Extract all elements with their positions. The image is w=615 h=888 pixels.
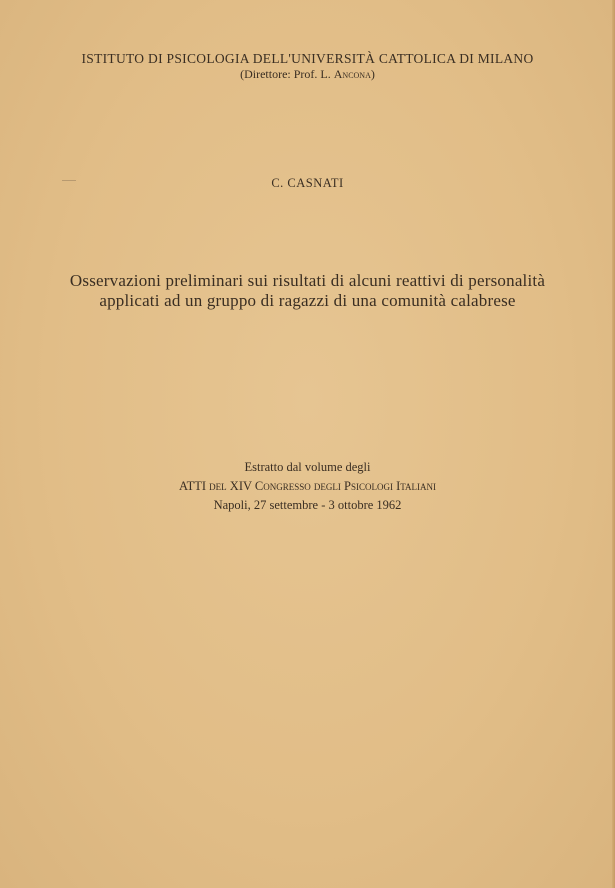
extract-info [0,458,615,515]
title-line-2: applicati ad un gruppo di ragazzi di una comunità calabrese [99,291,516,310]
document-title [0,271,615,311]
institute-name: ISTITUTO DI PSICOLOGIA DELL'UNIVERSITÀ CATTOLICA DI MILANO [81,51,534,66]
director-prefix: (Direttore: Prof. L. [240,67,334,81]
director-line [0,67,615,82]
extract-congress: del XIV Congresso degli Psicologi Italiani [209,479,437,493]
extract-line-1: Estratto dal volume degli [244,460,371,474]
extract-line-2 [0,477,615,496]
extract-atti: ATTI [178,479,210,493]
title-line-1: Osservazioni preliminari sui risultati di alcuni reattivi di personalità [69,271,546,290]
director-name: Ancona [333,67,371,81]
institution-header [0,50,615,82]
director-suffix: ) [370,67,375,81]
extract-line-3: Napoli, 27 settembre - 3 ottobre 1962 [213,498,402,512]
author-name: C. CASNATI [271,176,344,190]
